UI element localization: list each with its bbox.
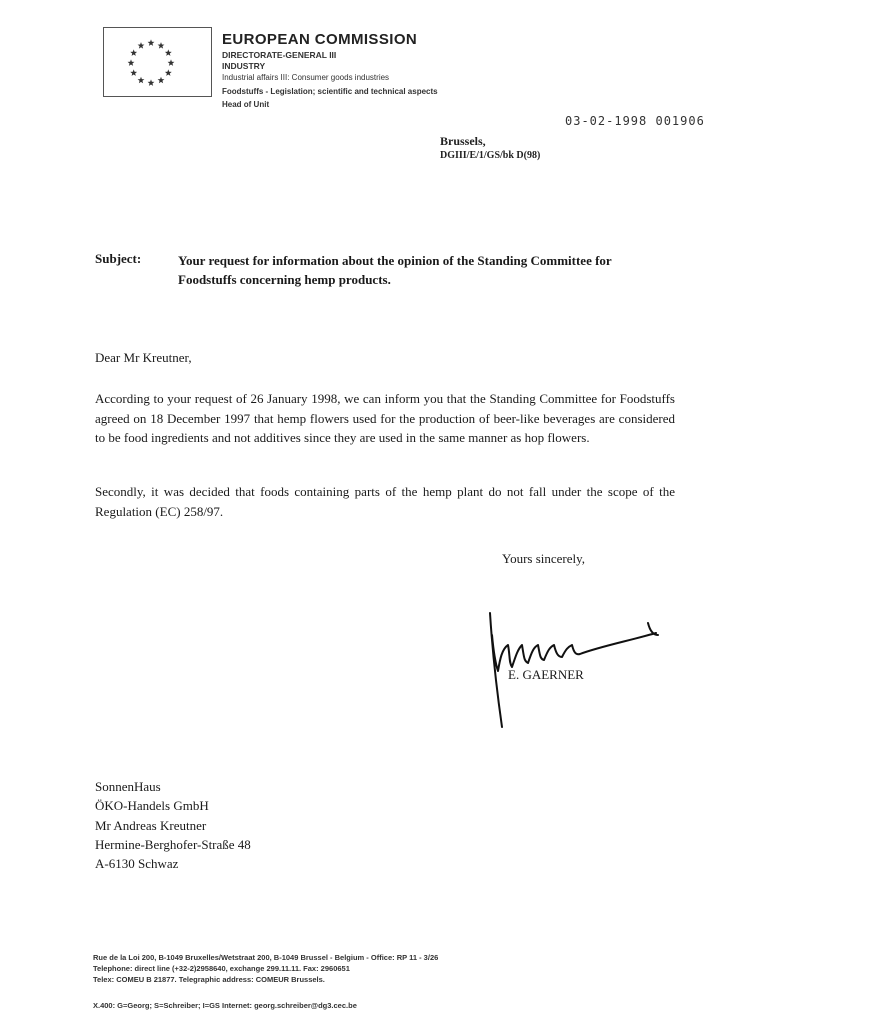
star-icon: [168, 59, 175, 66]
head-of-unit: Head of Unit: [222, 100, 270, 109]
eu-stars-emblem-icon: [104, 28, 213, 98]
organization-name: EUROPEAN COMMISSION: [222, 31, 418, 48]
subject-text: Your request for information about the opinion of the Standing Committee for Foodstuffs concerning hemp products.: [178, 253, 612, 287]
signer-name: E. GAERNER: [508, 667, 584, 682]
body-paragraph: Secondly, it was decided that foods containing parts of the hemp plant do not fall under the scope of the Regulation (EC) 258/97.: [95, 484, 675, 519]
star-icon: [130, 69, 137, 76]
star-icon: [130, 49, 137, 56]
reference-number: DGIII/E/1/GS/bk D(98): [440, 150, 541, 161]
unit-line-2: Foodstuffs - Legislation; scientific and technical aspects: [222, 87, 438, 96]
place: Brussels,: [440, 134, 486, 148]
star-icon: [165, 49, 172, 56]
address-line: Mr Andreas Kreutner: [95, 817, 207, 833]
salutation: Dear Mr Kreutner,: [95, 350, 192, 365]
unit-line-1: Industrial affairs III: Consumer goods industries: [222, 73, 390, 82]
directorate-name: DIRECTORATE-GENERAL III: [222, 50, 337, 60]
address-line: A-6130 Schwaz: [95, 856, 179, 872]
star-icon: [138, 77, 145, 84]
star-icon: [148, 39, 155, 46]
eu-emblem-logo: [103, 27, 212, 97]
footer-telex: Telex: COMEU B 21877. Telegraphic address: COMEUR Brussels.: [93, 975, 325, 984]
closing: Yours sincerely,: [502, 551, 586, 566]
star-icon: [158, 77, 165, 84]
date-stamp: 03-02-1998 001906: [565, 114, 705, 128]
address-line: Hermine-Berghofer-Straße 48: [95, 836, 251, 852]
subject-label: Subject:: [95, 251, 142, 266]
star-icon: [148, 79, 155, 86]
star-icon: [128, 59, 135, 66]
star-icon: [138, 42, 145, 49]
footer-telephone: Telephone: direct line (+32-2)2958640, exchange 299.11.11. Fax: 2960651: [93, 964, 350, 973]
body-paragraph: According to your request of 26 January 1998, we can inform you that the Standing Committee for Foodstuffs agreed on 18 December 1997 that hemp flowers used for the production of beer-like beverages are considered to be food ingredients and not additives since they are used in the same manner as hop flowers.: [95, 391, 675, 445]
recipient-address: [95, 777, 251, 873]
address-line: ÖKO-Handels GmbH: [95, 798, 209, 814]
sector-name: INDUSTRY: [222, 61, 266, 71]
footer-address: Rue de la Loi 200, B-1049 Bruxelles/Wetstraat 200, B-1049 Brussel - Belgium - Office: RP 11 - 3/26: [93, 953, 439, 962]
star-icon: [165, 69, 172, 76]
footer-email: X.400: G=Georg; S=Schreiber; I=GS Internet: georg.schreiber@dg3.cec.be: [93, 1001, 357, 1010]
address-line: SonnenHaus: [95, 779, 161, 794]
star-icon: [158, 42, 165, 49]
